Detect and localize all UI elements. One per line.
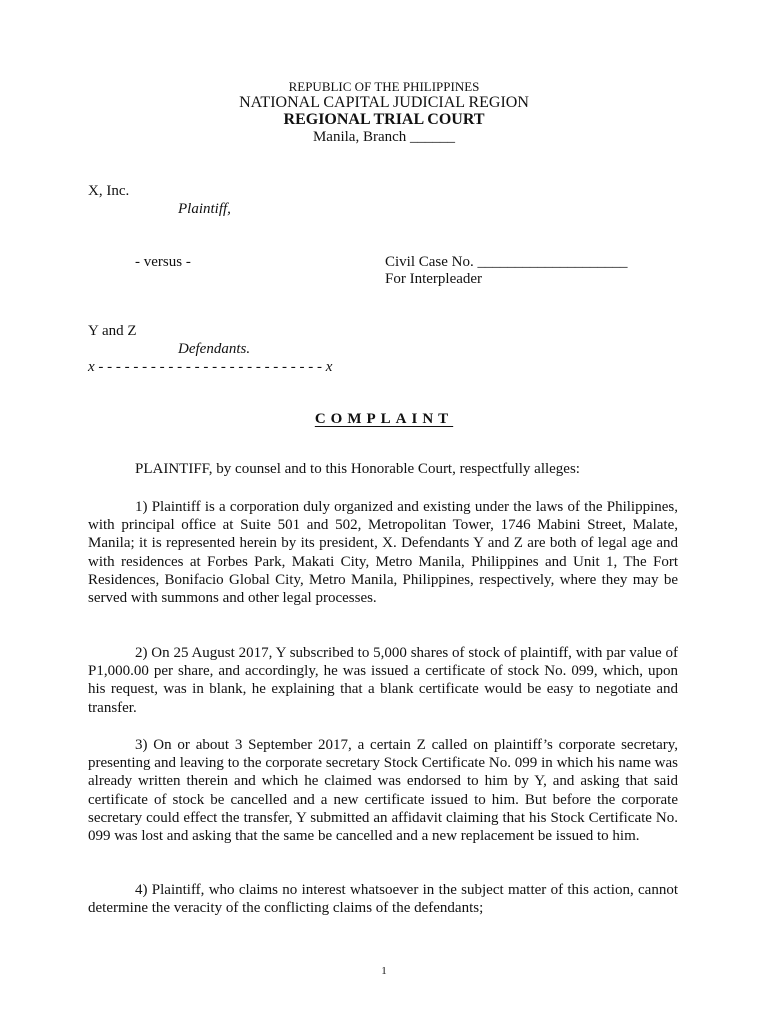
civil-case-number: Civil Case No. ____________________ bbox=[385, 254, 628, 270]
header-court: REGIONAL TRIAL COURT bbox=[283, 111, 485, 128]
case-type: For Interpleader bbox=[385, 271, 483, 287]
allegation-paragraph-4: 4) Plaintiff, who claims no interest whatsoever in the subject matter of this action, cannot determine the veracity of the conflicting claims of the defendants; bbox=[88, 882, 678, 917]
plaintiff-label: Plaintiff, bbox=[178, 201, 231, 217]
document-title: COMPLAINT bbox=[314, 411, 454, 427]
page-number: 1 bbox=[381, 965, 387, 977]
header-republic: REPUBLIC OF THE PHILIPPINES bbox=[288, 79, 480, 94]
header-branch: Manila, Branch ______ bbox=[312, 129, 456, 145]
plaintiff-name: X, Inc. bbox=[88, 183, 130, 199]
defendants-label: Defendants. bbox=[178, 341, 251, 357]
allegation-paragraph-3: 3) On or about 3 September 2017, a certain Z called on plaintiff’s corporate secretary, presenting and leaving to the corporate secretary Stock Certificate No. 099 in which his name was already written therein and which he claimed was endorsed to him by Y, and asking that said certificate of stock be cancelled and a new certificate issued to him. But before the corporate secretary could effect the transfer, Y submitted an affidavit claiming that his Stock Certificate No. 099 was lost and asking that the same be cancelled and a new replacement be issued to him. bbox=[88, 737, 678, 845]
allegation-paragraph-2: 2) On 25 August 2017, Y subscribed to 5,000 shares of stock of plaintiff, with par value of P1,000.00 per share, and accordingly, he was issued a certificate of stock No. 099, which, upon his request, was in blank, he explaining that a blank certificate would be easy to negotiate and transfer. bbox=[88, 645, 678, 716]
header-region: NATIONAL CAPITAL JUDICIAL REGION bbox=[239, 94, 529, 111]
versus-label: - versus - bbox=[135, 254, 191, 270]
defendants-name: Y and Z bbox=[88, 323, 137, 339]
caption-separator: x - - - - - - - - - - - - - - - - - - - - - - - - - - x bbox=[88, 359, 333, 375]
intro-paragraph: PLAINTIFF, by counsel and to this Honorable Court, respectfully alleges: bbox=[135, 461, 580, 477]
allegation-paragraph-1: 1) Plaintiff is a corporation duly organized and existing under the laws of the Philippines, with principal office at Suite 501 and 502, Metropolitan Tower, 1746 Mabini Street, Malate, Manila; it is represented herein by its president, X. Defendants Y and Z are both of legal age and with residences at Forbes Park, Makati City, Metro Manila, Philippines and Unit 1, The Fort Residences, Bonifacio Global City, Metro Manila, Philippines, respectively, where they may be served with summons and other legal processes. bbox=[88, 499, 678, 607]
